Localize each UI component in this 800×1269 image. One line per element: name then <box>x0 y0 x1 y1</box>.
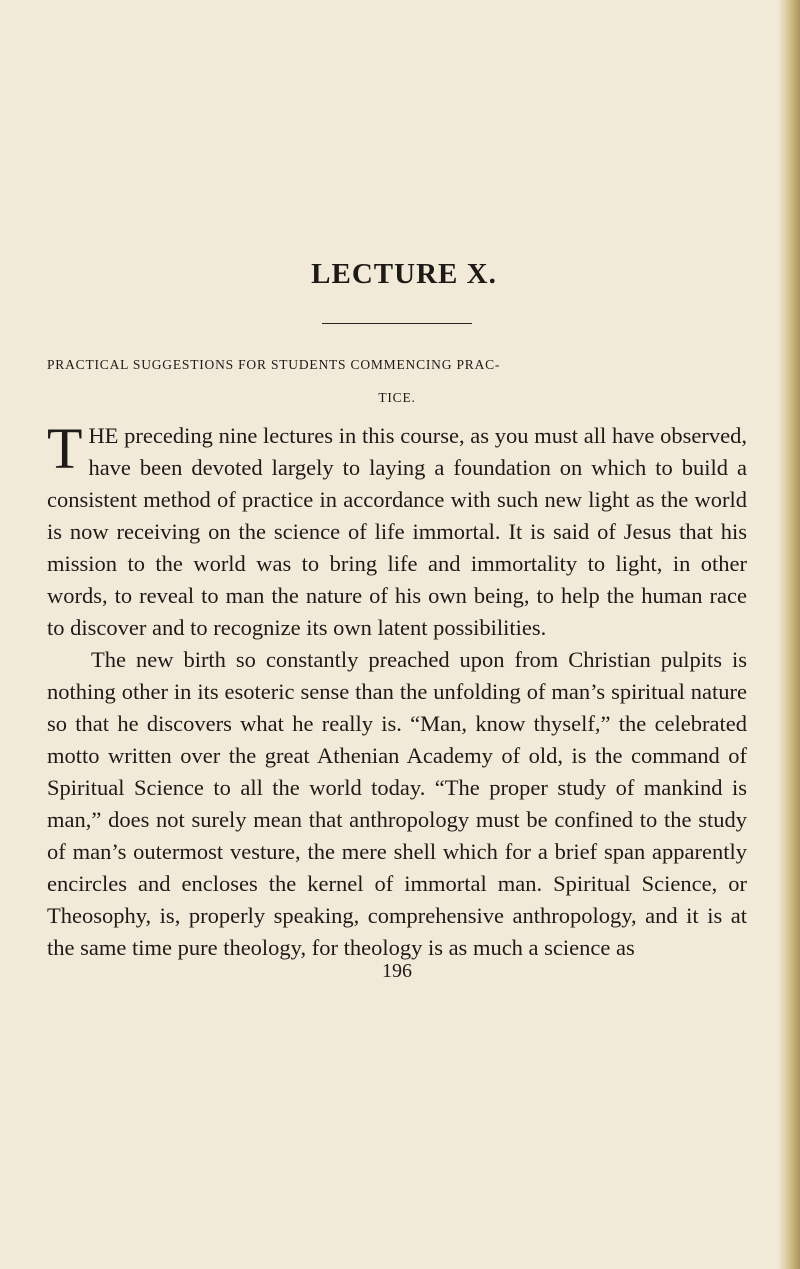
paragraph-1 <box>47 416 747 644</box>
page-number: 196 <box>382 960 412 982</box>
lecture-heading: LECTURE X. <box>311 258 497 290</box>
heading-rule <box>322 323 472 324</box>
chapter-subtitle <box>47 348 747 414</box>
subtitle-line-1: PRACTICAL SUGGESTIONS FOR STUDENTS COMMENCING PRAC- <box>47 357 501 372</box>
paragraph-2: The new birth so constantly preached upon from Christian pulpits is nothing other in its esoteric sense than the unfolding of man’s spiritual nature so that he discovers what he really is. “Man, know thyself,” the celebrated motto written over the great Athenian Academy of old, is the command of Spiritual Science to all the world today. “The proper study of mankind is man,” does not surely mean that anthropology must be confined to the study of man’s outermost vesture, the mere shell which for a brief span apparently encircles and encloses the kernel of immortal man. Spiritual Science, or Theosophy, is, properly speaking, comprehensive anthropology, and it is at the same time pure theology, for theology is as much a science as <box>47 647 747 960</box>
subtitle-line-2: TICE. <box>378 390 416 405</box>
body-text <box>47 416 747 964</box>
drop-cap: T <box>47 416 83 481</box>
page-content <box>47 258 747 983</box>
page-edge-shadow <box>778 0 800 1269</box>
paragraph-1-text: HE preceding nine lectures in this course, as you must all have observed, have been devoted largely to laying a foundation on which to build a consistent method of practice in accordance with such new light as the world is now receiving on the science of life immortal. It is said of Jesus that his mission to the world was to bring life and immortality to light, in other words, to reveal to man the nature of his own being, to help the human race to discover and to recognize its own latent possibilities. <box>47 423 747 640</box>
